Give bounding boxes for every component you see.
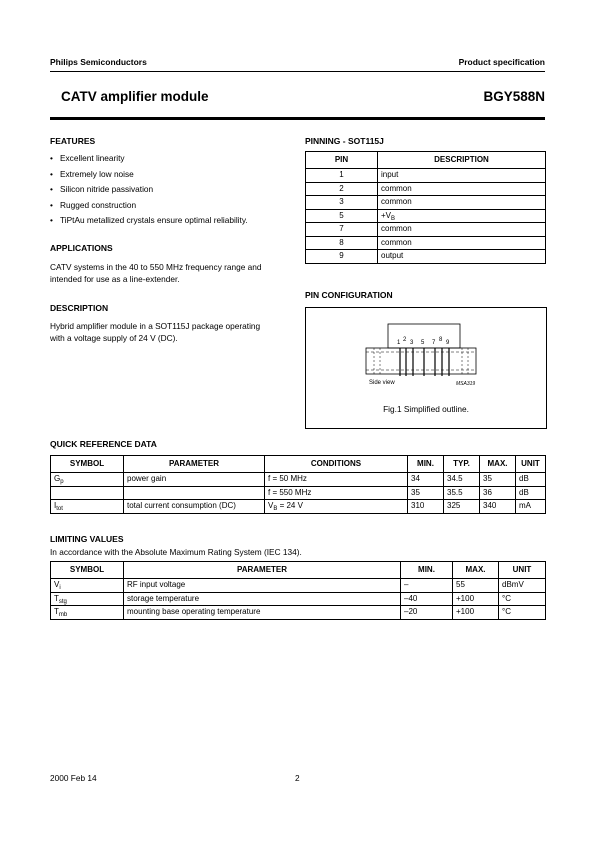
min-cell: –20 (401, 606, 453, 620)
table-row (51, 473, 546, 487)
table-row (306, 169, 546, 183)
table-row (306, 209, 546, 223)
table-row (51, 606, 546, 620)
typ-cell: 35.5 (444, 486, 480, 500)
bullet-icon: • (50, 215, 53, 225)
col-max: MAX. (453, 562, 499, 579)
pin-number: 2 (306, 182, 378, 196)
feature-item: • Silicon nitride passivation (50, 184, 154, 194)
unit-cell: mA (516, 500, 546, 514)
parameter-cell: mounting base operating temperature (124, 606, 401, 620)
figure-code: MSA319 (456, 381, 476, 387)
pinning-header-row (306, 152, 546, 169)
table-row (306, 250, 546, 264)
col-parameter: PARAMETER (124, 456, 265, 473)
pin-number: 9 (306, 250, 378, 264)
parameter-cell: power gain (124, 473, 265, 487)
features-heading: FEATURES (50, 136, 96, 146)
symbol-cell: $T_{mb}$ (51, 606, 124, 620)
max-cell: 36 (480, 486, 516, 500)
pin-number: 1 (306, 169, 378, 183)
pinning-table (305, 151, 546, 264)
conditions-cell: f = 50 MHz (265, 473, 408, 487)
col-min: MIN. (408, 456, 444, 473)
package-outline-drawing (306, 308, 546, 398)
bullet-icon: • (50, 153, 53, 163)
pin-description: common (378, 223, 546, 237)
unit-cell: °C (499, 606, 546, 620)
table-row (51, 579, 546, 593)
typ-cell: 34.5 (444, 473, 480, 487)
description-line-1: Hybrid amplifier module in a SOT115J package operating (50, 321, 261, 331)
header-rule (50, 71, 545, 72)
max-cell: 35 (480, 473, 516, 487)
unit-cell: dB (516, 473, 546, 487)
symbol-cell (51, 486, 124, 500)
symbol-cell: $T_{stg}$ (51, 592, 124, 606)
pin-description: input (378, 169, 546, 183)
parameter-cell (124, 486, 265, 500)
bullet-icon: • (50, 184, 53, 194)
header-company: Philips Semiconductors (50, 57, 147, 67)
footer-date: 2000 Feb 14 (50, 773, 97, 783)
pin-description: $+V_B$ (378, 209, 546, 223)
side-view-label: Side view (369, 380, 395, 386)
min-cell: 34 (408, 473, 444, 487)
col-unit: UNIT (499, 562, 546, 579)
max-cell: +100 (453, 592, 499, 606)
limiting-heading: LIMITING VALUES (50, 534, 124, 544)
bullet-icon: • (50, 199, 53, 210)
pin-number: 3 (306, 196, 378, 210)
pin-number: 8 (306, 236, 378, 250)
bullet-icon: • (50, 168, 53, 179)
pin-description: common (378, 196, 546, 210)
col-symbol: SYMBOL (51, 562, 124, 579)
col-parameter: PARAMETER (124, 562, 401, 579)
feature-item: • Rugged construction (50, 199, 137, 210)
col-conditions: CONDITIONS (265, 456, 408, 473)
col-min: MIN. (401, 562, 453, 579)
applications-line-1: CATV systems in the 40 to 550 MHz frequency range and (50, 262, 262, 272)
conditions-cell: $V_B = 24$ V (265, 500, 408, 514)
product-title: CATV amplifier module (61, 89, 209, 104)
table-row (306, 223, 546, 237)
table-row (306, 182, 546, 196)
pin-description: common (378, 236, 546, 250)
table-row (306, 196, 546, 210)
quick-ref-heading: QUICK REFERENCE DATA (50, 439, 157, 449)
table-row (306, 236, 546, 250)
figure-caption: Fig.1 Simplified outline. (383, 404, 469, 414)
parameter-cell: RF input voltage (124, 579, 401, 593)
part-number: BGY588N (483, 89, 545, 104)
table-row (51, 592, 546, 606)
quick-ref-table (50, 455, 546, 514)
max-cell: 340 (480, 500, 516, 514)
pin-number: 7 (306, 223, 378, 237)
description-heading: DESCRIPTION (50, 303, 109, 313)
col-pin: PIN (306, 152, 378, 169)
pin-description: output (378, 250, 546, 264)
pin-number: 5 (306, 209, 378, 223)
feature-item: • Excellent linearity (50, 153, 125, 163)
unit-cell: °C (499, 592, 546, 606)
col-max: MAX. (480, 456, 516, 473)
min-cell: – (401, 579, 453, 593)
symbol-cell: $V_i$ (51, 579, 124, 593)
col-typ: TYP. (444, 456, 480, 473)
typ-cell: 325 (444, 500, 480, 514)
min-cell: 35 (408, 486, 444, 500)
pinning-heading: PINNING - SOT115J (305, 136, 384, 146)
limiting-table (50, 561, 546, 620)
unit-cell: dB (516, 486, 546, 500)
description-line-2: with a voltage supply of 24 V (DC). (50, 333, 178, 343)
max-cell: +100 (453, 606, 499, 620)
footer-page-number: 2 (295, 773, 300, 783)
table-row (51, 486, 546, 500)
symbol-cell: $I_{tot}$ (51, 500, 124, 514)
limiting-header-row (51, 562, 546, 579)
applications-line-2: intended for use as a line-extender. (50, 274, 180, 284)
limiting-note: In accordance with the Absolute Maximum Rating System (IEC 134). (50, 547, 302, 557)
header-doc-type: Product specification (458, 57, 545, 67)
col-description: DESCRIPTION (378, 152, 546, 169)
pin-config-figure: 1 2 3 5 7 8 9 Side view MSA319 Fig.1 Simplified outline. (305, 307, 547, 429)
features-list (50, 153, 290, 231)
pin-description: common (378, 182, 546, 196)
quick-ref-header-row (51, 456, 546, 473)
parameter-cell: storage temperature (124, 592, 401, 606)
feature-item: • TiPtAu metallized crystals ensure optimal reliability. (50, 215, 248, 225)
conditions-cell: f = 550 MHz (265, 486, 408, 500)
symbol-cell: $G_p$ (51, 473, 124, 487)
col-symbol: SYMBOL (51, 456, 124, 473)
title-rule (50, 117, 545, 120)
unit-cell: dBmV (499, 579, 546, 593)
parameter-cell: total current consumption (DC) (124, 500, 265, 514)
min-cell: –40 (401, 592, 453, 606)
col-unit: UNIT (516, 456, 546, 473)
applications-heading: APPLICATIONS (50, 243, 113, 253)
feature-item: • Extremely low noise (50, 168, 134, 179)
min-cell: 310 (408, 500, 444, 514)
table-row (51, 500, 546, 514)
pin-config-heading: PIN CONFIGURATION (305, 290, 393, 300)
max-cell: 55 (453, 579, 499, 593)
